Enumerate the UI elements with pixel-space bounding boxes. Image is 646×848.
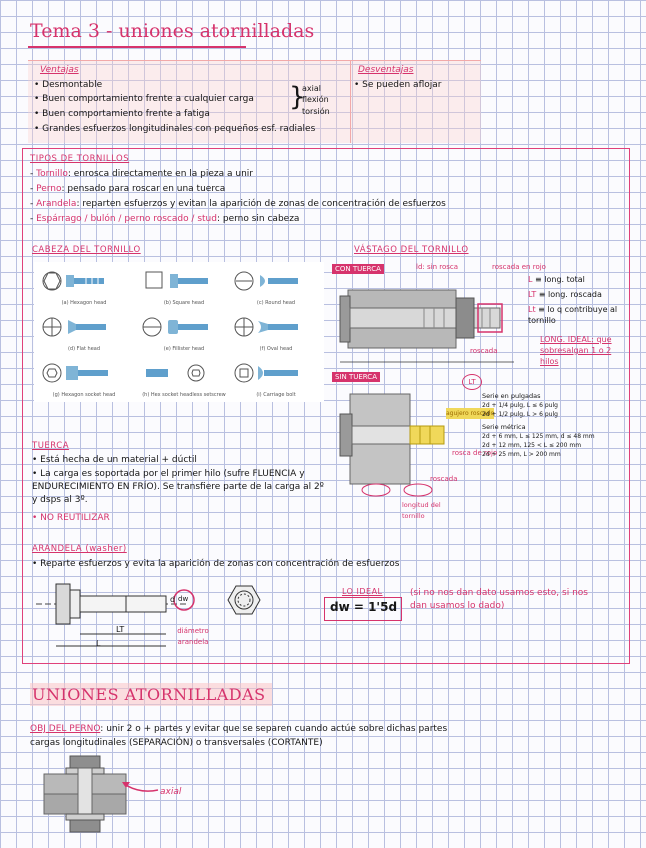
- tipos-desc: : pensado para roscar en una tuerca: [61, 184, 226, 194]
- tipos-item: - Tornillo: enrosca directamente en la pieza a unir: [30, 169, 253, 179]
- tipos-term: Tornillo: [36, 169, 68, 179]
- bolt-head-caption: (h) Hex socket headless setscrew: [142, 392, 226, 398]
- formula-row: 2d + 1/2 pulg, L > 6 pulg: [482, 411, 558, 418]
- vastago-legend-row: [528, 274, 585, 285]
- legend-sym: LT: [528, 290, 537, 299]
- bolt-head-round: [228, 266, 324, 306]
- formula-metrica-title: Serie métrica: [482, 423, 526, 431]
- tipos-item: - Perno: pensado para roscar en una tuerca: [30, 184, 226, 194]
- ventajas-item: • Desmontable: [34, 80, 103, 90]
- ventajas-item: • Buen comportamiento frente a fatiga: [34, 109, 210, 119]
- page-title: Tema 3 - uniones atornilladas: [30, 20, 315, 42]
- ventajas-item: • Grandes esfuerzos longitudinales con pequeños esf. radiales: [34, 124, 316, 134]
- bolt-head-caption: (c) Round head: [256, 300, 296, 306]
- tipos-desc: : reparten esfuerzos y evitan la aparición de zonas de concentración de esfuerzos: [76, 199, 446, 209]
- bolt-head-flat: [36, 312, 132, 352]
- title-underline: [28, 46, 246, 48]
- diametro-arandela-label: diámetro arandela: [177, 627, 209, 646]
- desventajas-item: • Se pueden aflojar: [354, 80, 442, 90]
- uniones-heading: UNIONES ATORNILLADAS: [30, 683, 272, 706]
- bolt-head-setscrew: [136, 358, 232, 398]
- tipos-desc: : enrosca directamente en la pieza a unir: [67, 169, 253, 179]
- tipos-term: Arandela: [36, 199, 77, 209]
- tipos-term: Perno: [36, 184, 62, 194]
- washer-dim-d: d: [170, 595, 176, 604]
- brace-label-axial: axial: [302, 84, 321, 93]
- arandela-item: • Reparte esfuerzos y evita la aparición de zonas con concentración de esfuerzos: [32, 559, 400, 569]
- tuerca-heading: TUERCA: [32, 441, 70, 451]
- tipos-desc: : perno sin cabeza: [216, 214, 300, 224]
- vastago-legend-row: [528, 304, 624, 326]
- tipos-heading: TIPOS DE TORNILLOS: [30, 154, 130, 164]
- bolt-head-caption: (e) Fillister head: [163, 346, 205, 352]
- bolt-head-hexagon-icon: [36, 266, 132, 296]
- bolt-with-nut-diagram: [334, 272, 520, 372]
- bolt-head-oval-icon: [228, 312, 324, 342]
- formula-row: 2d + 12 mm, 125 < L ≤ 200 mm: [482, 442, 582, 449]
- tuerca-item: • NO REUTILIZAR: [32, 513, 110, 523]
- vastago-annotation: rosca de rojo: [452, 449, 498, 457]
- ventajas-item-text: Buen comportamiento frente a fatiga: [42, 109, 210, 119]
- vastago-annotation: roscada: [430, 475, 458, 483]
- sin-tuerca-tag: SIN TUERCA: [332, 372, 380, 382]
- formula-row: 2d + 1/4 pulg, L ≤ 6 pulg: [482, 402, 558, 409]
- formula-row: 2d + 25 mm, L > 200 mm: [482, 451, 561, 458]
- desventajas-item-text: Se pueden aflojar: [362, 80, 442, 90]
- obj-perno-line2: cargas longitudinales (SEPARACIÓN) o transversales (CORTANTE): [30, 738, 323, 748]
- bolt-head-caption: (a) Hexagon head: [61, 300, 107, 306]
- bolt-head-square-icon: [136, 266, 232, 296]
- bolt-head-fillister-icon: [136, 312, 232, 342]
- bolt-head-setscrew-icon: [136, 358, 232, 388]
- legend-sym: L: [528, 275, 533, 284]
- desventajas-heading: Desventajas: [358, 65, 414, 75]
- arandela-heading: ARANDELA (washer): [32, 544, 127, 554]
- lo-ideal-label: LO IDEAL: [342, 587, 383, 596]
- bolt-head-round-icon: [228, 266, 324, 296]
- cabeza-heading: CABEZA DEL TORNILLO: [32, 245, 141, 255]
- vastago-annotation: ld: sin rosca: [416, 263, 459, 271]
- tuerca-item: • Está hecha de un material + dúctil: [32, 455, 197, 465]
- bolt-head-caption: (d) Flat head: [67, 346, 101, 352]
- washer-dim-l: L: [96, 639, 101, 648]
- ventajas-item: • Buen comportamiento frente a cualquier carga: [34, 94, 254, 104]
- washer-formula-note: (si no nos dan dato usamos esto, si nos dan usamos lo dado): [410, 588, 588, 611]
- bolt-head-flat-icon: [36, 312, 132, 342]
- bolt-head-caption: (i) Carriage bolt: [256, 392, 296, 398]
- vastago-annotation: agujero roscado: [446, 410, 495, 417]
- bolt-head-caption: (f) Oval head: [259, 346, 293, 352]
- ventajas-heading: Ventajas: [40, 65, 79, 75]
- obj-perno-text: : unir 2 o + partes y evitar que se separen cuando actúe sobre dichas partes: [100, 724, 448, 734]
- ventajas-item-text: Grandes esfuerzos longitudinales con pequeños esf. radiales: [42, 124, 316, 134]
- vastago-annotation: roscada en rojo: [492, 263, 546, 271]
- vastago-heading: VÁSTAGO DEL TORNILLO: [354, 245, 469, 255]
- bolt-head-oval: [228, 312, 324, 352]
- washer-dim-lt: LT: [116, 625, 125, 634]
- formula-row: 2d + 6 mm, L ≤ 125 mm, d ≤ 48 mm: [482, 433, 595, 440]
- bolt-without-nut-diagram: [336, 384, 466, 504]
- axial-label: axial: [160, 787, 182, 797]
- tipos-item: - Espárrago / bulón / perno roscado / stud: perno sin cabeza: [30, 214, 300, 224]
- bolt-head-fillister: [136, 312, 232, 352]
- legend-sym: Lt: [528, 305, 536, 314]
- bolt-head-caption: (b) Square head: [163, 300, 205, 306]
- bolt-head-carriage-icon: [228, 358, 324, 388]
- con-tuerca-tag: CON TUERCA: [332, 264, 384, 274]
- bolt-head-hexagon: [36, 266, 132, 306]
- washer-formula: dw = 1'5d: [330, 600, 398, 614]
- arandela-item-text: Reparte esfuerzos y evita la aparición de zonas con concentración de esfuerzos: [40, 559, 400, 569]
- tipos-item: - Arandela: reparten esfuerzos y evitan la aparición de zonas de concentración de esfuerzos: [30, 199, 446, 209]
- tuerca-item-text: Está hecha de un material + dúctil: [40, 455, 197, 465]
- bolt-head-socket: [36, 358, 132, 398]
- bolted-joint-diagram: [40, 750, 130, 846]
- tuerca-item-text: La carga es soportada por el primer hilo (sufre FLUENCIA y ENDURECIMIENTO EN FRÍO). Se transfiere parte de la carga al 2º y dsps al 3º.: [32, 469, 324, 505]
- brace-label-flexion: flexión: [302, 95, 329, 104]
- lt-badge: LT: [462, 374, 482, 390]
- lt-formula: [482, 392, 626, 459]
- obj-perno-label: OBJ DEL PERNO: [30, 724, 101, 734]
- tuerca-item: • La carga es soportada por el primer hilo (sufre FLUENCIA y ENDURECIMIENTO EN FRÍO). Se transfiere parte de la carga al 2º y dsps al 3º.: [32, 469, 324, 505]
- axial-arrow-icon: [118, 776, 162, 798]
- bolt-head-socket-icon: [36, 358, 132, 388]
- brace-label-torsion: torsión: [302, 107, 330, 116]
- vastago-legend-row: [528, 289, 602, 300]
- obj-perno-line: [30, 723, 447, 735]
- brace-icon: }: [289, 82, 306, 112]
- washer-dim-dw: dw: [178, 595, 189, 603]
- vastago-annotation: longitud del tornillo: [402, 501, 441, 520]
- bolt-head-carriage: [228, 358, 324, 398]
- legend-desc: ≡ lo q contribuye al tornillo: [528, 305, 618, 325]
- ventajas-item-text: Desmontable: [42, 80, 103, 90]
- ventajas-item-text: Buen comportamiento frente a cualquier carga: [42, 94, 254, 104]
- vastago-annotation: roscada: [470, 347, 498, 355]
- legend-desc: ≡ long. roscada: [538, 290, 602, 299]
- bolt-head-caption: (g) Hexagon socket head: [52, 392, 116, 398]
- tuerca-item-text: NO REUTILIZAR: [40, 513, 110, 523]
- long-ideal-note: LONG. IDEAL: que sobresalgan 1 o 2 hilos: [540, 335, 612, 366]
- bolt-head-square: [136, 266, 232, 306]
- formula-pulgadas-title: Serie en pulgadas: [482, 392, 541, 400]
- legend-desc: ≡ long. total: [535, 275, 585, 284]
- tipos-term: Espárrago / bulón / perno roscado / stud: [36, 214, 217, 224]
